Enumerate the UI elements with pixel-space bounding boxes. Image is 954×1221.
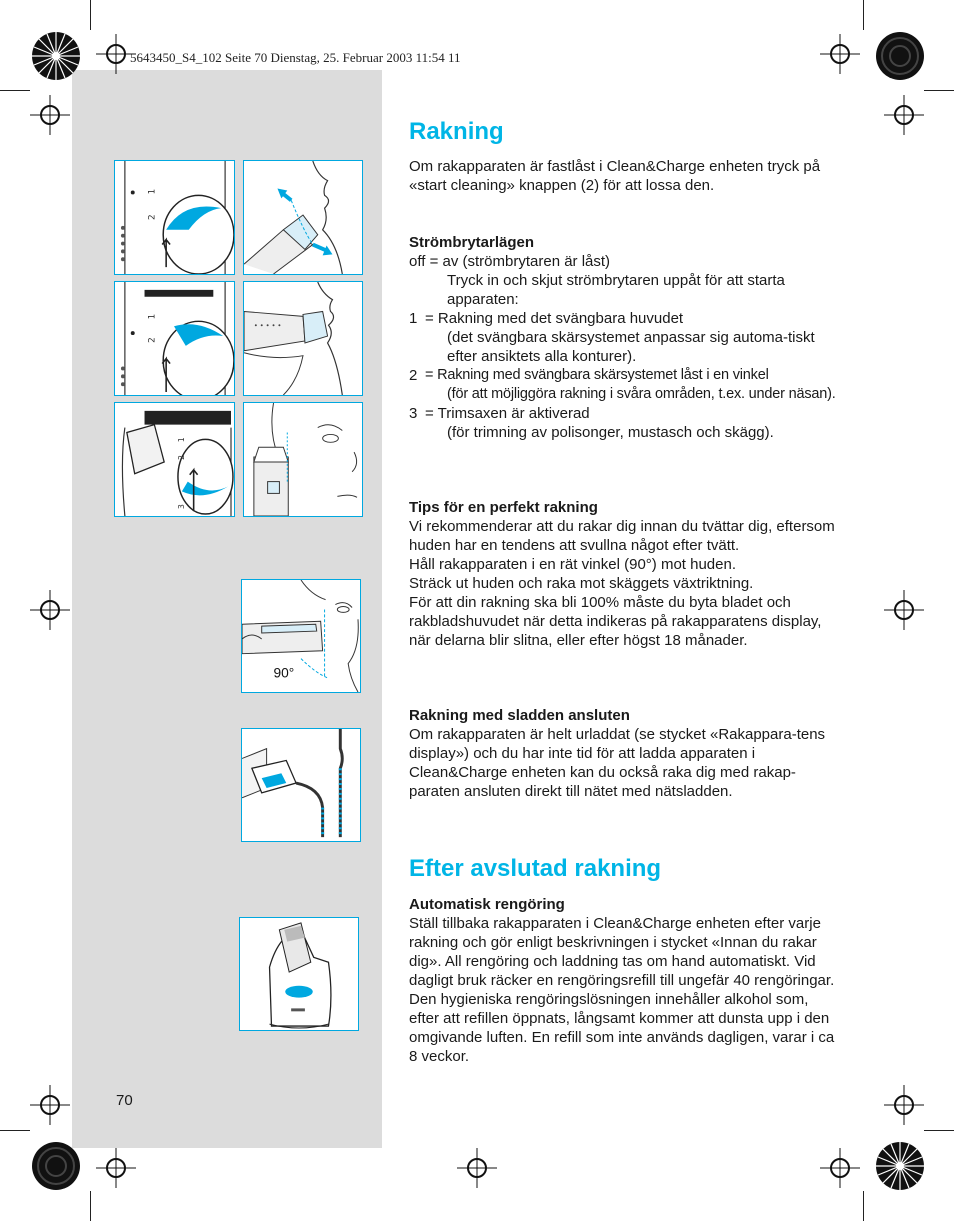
- tips-paragraph: Vi rekommenderar att du rakar dig innan du tvättar dig, eftersom huden har en tendens att svullna något efter tvätt.: [409, 518, 835, 554]
- intro-paragraph: Om rakapparaten är fastlåst i Clean&Charge enheten tryck på «start cleaning» knappen (2) för att lossa den.: [409, 158, 821, 194]
- crosshair-mark-icon: [30, 1085, 70, 1125]
- switch-off-line: off = av (strömbrytaren är låst): [409, 253, 611, 270]
- switch-position-2-detail: (för att möjliggöra rakning i svåra områden, t.ex. under näsan).: [447, 386, 836, 402]
- crosshair-mark-icon: [820, 34, 860, 74]
- cord-section: [409, 706, 839, 801]
- switch-position-1-detail: (det svängbara skärsystemet anpassar sig automa-tiskt efter ansiktets alla konturer).: [447, 329, 815, 365]
- auto-cleaning-paragraph: Den hygieniska rengöringslösningen innehåller alkohol som, efter att refillen öppnats, långsamt kommer att dunsta upp i den omgivande luften. En refill som inte används dagligen, varar i ca 8 veckor.: [409, 991, 835, 1065]
- switch-position-3: 3 = Trimsaxen är aktiverad: [409, 405, 590, 422]
- switch-positions: [409, 233, 839, 442]
- crosshair-mark-icon: [96, 34, 136, 74]
- tips-paragraph: Sträck ut huden och raka mot skäggets växtriktning.: [409, 575, 754, 592]
- switch-label: 2: [176, 454, 186, 460]
- crop-line: [0, 1130, 30, 1131]
- power-cord-plug-icon: [242, 729, 360, 841]
- section-shaving: [409, 118, 839, 146]
- switch-off-detail: Tryck in och skjut strömbrytaren uppåt för att starta apparaten:: [447, 272, 785, 308]
- shaver-switch-figure-2: [114, 281, 235, 396]
- print-header: 5643450_S4_102 Seite 70 Dienstag, 25. Februar 2003 11:54 11: [130, 50, 461, 65]
- shaver-cord-figure: [241, 728, 361, 842]
- switch-label: 1: [147, 313, 158, 320]
- section-title-after: Efter avslutad rakning: [409, 855, 662, 882]
- shaver-switch-off-icon: [115, 161, 234, 274]
- shaver-switch-figure-3: [114, 402, 235, 517]
- crop-line: [90, 0, 91, 30]
- registration-wheel-icon: [30, 30, 82, 82]
- crosshair-mark-icon: [884, 1085, 924, 1125]
- registration-wheel-icon: [874, 1140, 926, 1192]
- section-title-shaving: Rakning: [409, 118, 504, 145]
- crosshair-mark-icon: [457, 1148, 497, 1188]
- shaver-swivel-head-icon: [244, 161, 362, 274]
- clean-charge-station-figure: [239, 917, 359, 1031]
- switch-position-3-detail: (för trimning av polisonger, mustasch och skägg).: [447, 424, 774, 441]
- switch-position-1: 1 = Rakning med det svängbara huvudet: [409, 310, 684, 327]
- switch-label: 1: [147, 188, 158, 195]
- angle-label: 90°: [273, 665, 295, 681]
- tips-section: [409, 498, 839, 650]
- registration-wheel-icon: [874, 30, 926, 82]
- switch-position-2: 2 = Rakning med svängbara skärsystemet låst i en vinkel: [409, 367, 769, 384]
- tips-paragraph: Håll rakapparaten i en rät vinkel (90°) mot huden.: [409, 556, 737, 573]
- switch-label: 2: [147, 337, 158, 343]
- crop-line: [924, 90, 954, 91]
- shaver-angle-90-icon: [242, 580, 360, 692]
- auto-cleaning-paragraph: Ställ tillbaka rakapparaten i Clean&Charge enheten efter varje rakning och gör enligt beskrivningen i stycket «Innan du rakar dig». All rengöring och laddning tas om hand automatiskt. Vid dagligt bruk räcker en rengöringsrefill till ungefär 40 rengöringar.: [409, 915, 835, 989]
- shaver-switch-figure-1: [114, 160, 235, 275]
- shaver-switch-lock-icon: [115, 282, 234, 395]
- section-after-shaving: [409, 855, 839, 883]
- cord-paragraph: Om rakapparaten är helt urladdat (se stycket «Rakappara-tens display») och du har inte tid för att ladda apparaten i Clean&Charge enheten kan du också raka dig med rakap-paraten ansluten direkt till nätet med nätsladden.: [409, 726, 826, 800]
- trimmer-sideburn-figure: [243, 402, 363, 517]
- crosshair-mark-icon: [30, 95, 70, 135]
- switch-label: 3: [176, 504, 186, 510]
- trimmer-sideburn-icon: [244, 403, 362, 516]
- crop-line: [863, 1191, 864, 1221]
- cord-heading: Rakning med sladden ansluten: [409, 707, 630, 724]
- shaving-intro: [409, 157, 839, 195]
- shaver-under-nose-figure: [243, 281, 363, 396]
- shaver-under-nose-icon: [244, 282, 362, 395]
- switch-heading: Strömbrytarlägen: [409, 234, 535, 251]
- tips-paragraph: För att din rakning ska bli 100% måste du byta bladet och rakbladshuvudet när detta indikeras på rakapparatens display, när delarna blir slitna, eller efter högst 18 månader.: [409, 594, 822, 649]
- crop-line: [0, 90, 30, 91]
- clean-charge-station-icon: [240, 918, 358, 1030]
- auto-cleaning-section: [409, 895, 839, 1066]
- crosshair-mark-icon: [820, 1148, 860, 1188]
- crosshair-mark-icon: [884, 95, 924, 135]
- shaver-angle-figure: [241, 579, 361, 693]
- switch-label: 2: [147, 214, 158, 220]
- tips-heading: Tips för en perfekt rakning: [409, 499, 598, 516]
- registration-wheel-icon: [30, 1140, 82, 1192]
- crop-line: [863, 0, 864, 30]
- crop-line: [924, 1130, 954, 1131]
- page-number: 70: [116, 1092, 133, 1109]
- crosshair-mark-icon: [30, 590, 70, 630]
- shaver-trimmer-switch-icon: [115, 403, 234, 516]
- shaver-face-swivel-figure: [243, 160, 363, 275]
- switch-label: 1: [176, 437, 186, 443]
- crosshair-mark-icon: [96, 1148, 136, 1188]
- crosshair-mark-icon: [884, 590, 924, 630]
- crop-line: [90, 1191, 91, 1221]
- auto-cleaning-heading: Automatisk rengöring: [409, 896, 565, 913]
